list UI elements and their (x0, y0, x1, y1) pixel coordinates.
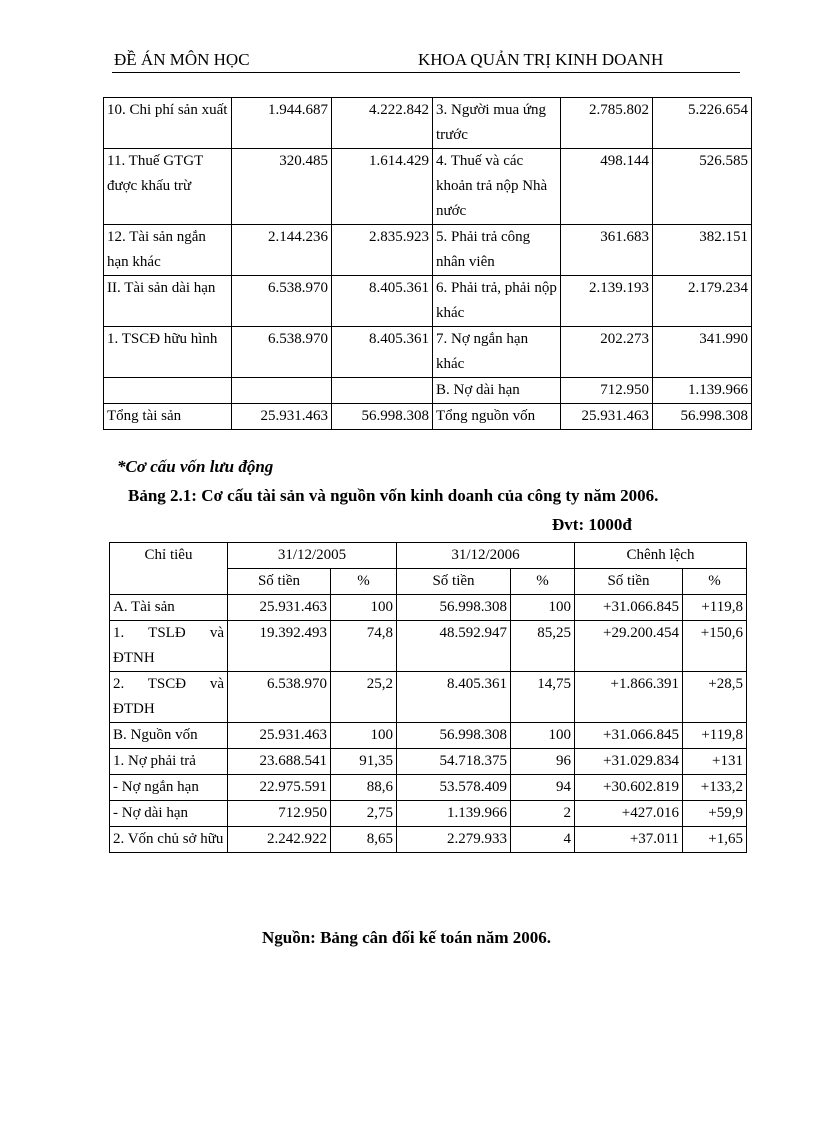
liability-2005: 202.273 (561, 327, 653, 378)
liability-label: 4. Thuế và các khoản trả nộp Nhà nước (433, 149, 561, 225)
percent-2006: 85,25 (511, 621, 575, 672)
header-diff: Chênh lệch (575, 543, 747, 569)
percent-2005: 91,35 (331, 749, 397, 775)
subheader-percent: % (683, 569, 747, 595)
diff-percent: +131 (683, 749, 747, 775)
diff-amount: +37.011 (575, 827, 683, 853)
section-title: *Cơ cấu vốn lưu động (117, 457, 274, 476)
table-row (110, 672, 747, 723)
subheader-amount: Số tiền (397, 569, 511, 595)
subheader-amount: Số tiền (575, 569, 683, 595)
header-indicator: Chỉ tiêu (110, 543, 228, 595)
table-row (104, 327, 752, 378)
percent-2006: 4 (511, 827, 575, 853)
asset-2005 (232, 378, 332, 404)
asset-label: 11. Thuế GTGT được khấu trừ (104, 149, 232, 225)
table-row (104, 276, 752, 327)
header-date-2006: 31/12/2006 (397, 543, 575, 569)
liability-2005: 498.144 (561, 149, 653, 225)
table-row (104, 225, 752, 276)
percent-2006: 94 (511, 775, 575, 801)
liability-label: 3. Người mua ứng trước (433, 98, 561, 149)
diff-amount: +30.602.819 (575, 775, 683, 801)
diff-percent: +28,5 (683, 672, 747, 723)
table-row (110, 801, 747, 827)
table-row (104, 404, 752, 430)
indicator-label: 1. TSLĐ và ĐTNH (110, 621, 228, 672)
liability-2006: 56.998.308 (653, 404, 752, 430)
amount-2005: 712.950 (228, 801, 331, 827)
asset-2005: 320.485 (232, 149, 332, 225)
amount-2005: 19.392.493 (228, 621, 331, 672)
amount-2005: 22.975.591 (228, 775, 331, 801)
amount-2005: 2.242.922 (228, 827, 331, 853)
percent-2006: 2 (511, 801, 575, 827)
balance-sheet-table (103, 97, 752, 430)
asset-2006: 8.405.361 (332, 276, 433, 327)
indicator-label: 2. Vốn chủ sở hữu (110, 827, 228, 853)
percent-2005: 100 (331, 595, 397, 621)
diff-amount: +29.200.454 (575, 621, 683, 672)
amount-2005: 25.931.463 (228, 723, 331, 749)
asset-label: 1. TSCĐ hữu hình (104, 327, 232, 378)
unit-label: Đvt: 1000đ (552, 515, 632, 534)
liability-2005: 361.683 (561, 225, 653, 276)
percent-2006: 100 (511, 723, 575, 749)
amount-2006: 2.279.933 (397, 827, 511, 853)
table-row (104, 149, 752, 225)
asset-2006: 56.998.308 (332, 404, 433, 430)
table-row (110, 827, 747, 853)
amount-2006: 56.998.308 (397, 595, 511, 621)
liability-2006: 5.226.654 (653, 98, 752, 149)
asset-2006 (332, 378, 433, 404)
header-row (110, 543, 747, 569)
liability-2006: 2.179.234 (653, 276, 752, 327)
diff-amount: +31.066.845 (575, 723, 683, 749)
indicator-label: A. Tài sản (110, 595, 228, 621)
asset-label: 10. Chi phí sản xuất (104, 98, 232, 149)
amount-2006: 53.578.409 (397, 775, 511, 801)
indicator-label: B. Nguồn vốn (110, 723, 228, 749)
subheader-percent: % (511, 569, 575, 595)
indicator-label: 1. Nợ phải trả (110, 749, 228, 775)
amount-2006: 48.592.947 (397, 621, 511, 672)
source-note: Nguồn: Bảng cân đối kế toán năm 2006. (262, 928, 552, 947)
asset-2005: 6.538.970 (232, 327, 332, 378)
asset-2006: 8.405.361 (332, 327, 433, 378)
liability-2006: 382.151 (653, 225, 752, 276)
liability-2005: 2.139.193 (561, 276, 653, 327)
liability-label: 5. Phải trả công nhân viên (433, 225, 561, 276)
diff-percent: +59,9 (683, 801, 747, 827)
percent-2006: 96 (511, 749, 575, 775)
subheader-percent: % (331, 569, 397, 595)
table-row (110, 775, 747, 801)
liability-label: B. Nợ dài hạn (433, 378, 561, 404)
asset-2005: 2.144.236 (232, 225, 332, 276)
table-row (104, 378, 752, 404)
amount-2005: 25.931.463 (228, 595, 331, 621)
asset-2006: 4.222.842 (332, 98, 433, 149)
asset-label: Tổng tài sản (104, 404, 232, 430)
percent-2005: 88,6 (331, 775, 397, 801)
diff-percent: +119,8 (683, 723, 747, 749)
liability-2006: 1.139.966 (653, 378, 752, 404)
table-row (110, 749, 747, 775)
percent-2005: 74,8 (331, 621, 397, 672)
amount-2006: 56.998.308 (397, 723, 511, 749)
percent-2005: 25,2 (331, 672, 397, 723)
diff-percent: +119,8 (683, 595, 747, 621)
table-row (110, 723, 747, 749)
diff-percent: +1,65 (683, 827, 747, 853)
diff-amount: +31.029.834 (575, 749, 683, 775)
table-caption: Bảng 2.1: Cơ cấu tài sản và nguồn vốn kinh doanh của công ty năm 2006. (128, 486, 659, 505)
liability-label: 7. Nợ ngắn hạn khác (433, 327, 561, 378)
amount-2005: 23.688.541 (228, 749, 331, 775)
header-right: KHOA QUẢN TRỊ KINH DOANH (418, 50, 664, 69)
percent-2005: 2,75 (331, 801, 397, 827)
asset-2006: 2.835.923 (332, 225, 433, 276)
header-date-2005: 31/12/2005 (228, 543, 397, 569)
table-row (104, 98, 752, 149)
liability-label: Tổng nguồn vốn (433, 404, 561, 430)
asset-label (104, 378, 232, 404)
asset-2005: 6.538.970 (232, 276, 332, 327)
page-header (112, 48, 740, 73)
amount-2006: 1.139.966 (397, 801, 511, 827)
amount-2006: 54.718.375 (397, 749, 511, 775)
percent-2006: 100 (511, 595, 575, 621)
diff-amount: +427.016 (575, 801, 683, 827)
indicator-label: - Nợ ngắn hạn (110, 775, 228, 801)
percent-2005: 8,65 (331, 827, 397, 853)
liability-2006: 526.585 (653, 149, 752, 225)
diff-amount: +31.066.845 (575, 595, 683, 621)
liability-2005: 25.931.463 (561, 404, 653, 430)
diff-percent: +150,6 (683, 621, 747, 672)
liability-2006: 341.990 (653, 327, 752, 378)
indicator-label: 2. TSCĐ và ĐTDH (110, 672, 228, 723)
percent-2005: 100 (331, 723, 397, 749)
liability-label: 6. Phải trả, phải nộp khác (433, 276, 561, 327)
indicator-label: - Nợ dài hạn (110, 801, 228, 827)
diff-percent: +133,2 (683, 775, 747, 801)
asset-label: II. Tài sản dài hạn (104, 276, 232, 327)
asset-2006: 1.614.429 (332, 149, 433, 225)
capital-structure-table (109, 542, 747, 853)
subheader-amount: Số tiền (228, 569, 331, 595)
asset-2005: 1.944.687 (232, 98, 332, 149)
diff-amount: +1.866.391 (575, 672, 683, 723)
table-row (110, 621, 747, 672)
asset-2005: 25.931.463 (232, 404, 332, 430)
liability-2005: 2.785.802 (561, 98, 653, 149)
asset-label: 12. Tài sản ngắn hạn khác (104, 225, 232, 276)
percent-2006: 14,75 (511, 672, 575, 723)
amount-2005: 6.538.970 (228, 672, 331, 723)
amount-2006: 8.405.361 (397, 672, 511, 723)
liability-2005: 712.950 (561, 378, 653, 404)
header-left: ĐỀ ÁN MÔN HỌC (114, 50, 250, 69)
table-row (110, 595, 747, 621)
